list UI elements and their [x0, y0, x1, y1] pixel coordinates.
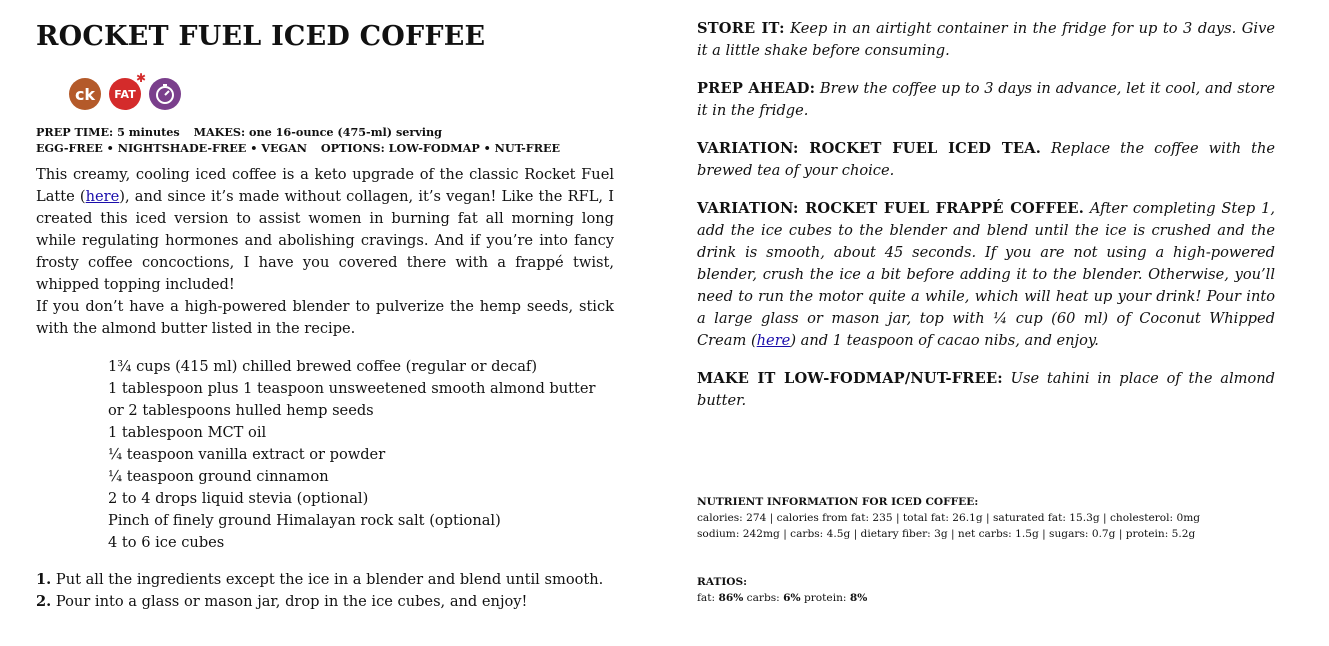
- step-item: [36, 569, 614, 591]
- recipe-column: [36, 18, 614, 613]
- ingredient-item: Pinch of finely ground Himalayan rock salt (optional): [108, 512, 501, 529]
- prep-time-label: PREP TIME:: [36, 125, 114, 139]
- ck-icon: ck: [69, 78, 101, 110]
- ratios-values: fat: 86% carbs: 6% protein: 8%: [697, 592, 868, 604]
- ratios-heading: RATIOS:: [697, 576, 748, 588]
- ingredient-item: 1 tablespoon plus 1 teaspoon unsweetened smooth almond butter: [108, 380, 596, 397]
- nutrient-line: calories: 274 | calories from fat: 235 | total fat: 26.1g | saturated fat: 15.3g | cholesterol: 0mg: [697, 512, 1201, 524]
- prep-ahead-label: PREP AHEAD:: [697, 80, 816, 97]
- ingredient-item: or 2 tablespoons hulled hemp seeds: [108, 402, 374, 419]
- iced-tea-variation-text: Replace the coffee with the brewed tea of your choice.: [697, 140, 1275, 179]
- frappe-variation-note: VARIATION: ROCKET FUEL FRAPPÉ COFFEE. After completing Step 1, add the ice cubes to the blender and blend until the ice is crushed and the drink is smooth, about 45 seconds. If you are not using a high-powered blender, crush the ice a bit before adding it to the blender. Otherwise, you’ll need to run the motor quite a while, which will heat up your drink! Pour into a large glass or mason jar, top with ¼ cup (60 ml) of Coconut Whipped Cream (here) and 1 teaspoon of cacao nibs, and enjoy.: [697, 200, 1275, 349]
- low-fodmap-label: MAKE IT LOW-FODMAP/NUT-FREE:: [697, 370, 1003, 387]
- nutrient-line: sodium: 242mg | carbs: 4.5g | dietary fiber: 3g | net carbs: 1.5g | sugars: 0.7g | protein: 5.2g: [697, 528, 1196, 540]
- frappe-variation-label: VARIATION: ROCKET FUEL FRAPPÉ COFFEE.: [697, 200, 1084, 217]
- ingredient-item: 1¾ cups (415 ml) chilled brewed coffee (regular or decaf): [108, 358, 538, 375]
- step-text: Pour into a glass or mason jar, drop in the ice cubes, and enjoy!: [51, 593, 528, 610]
- step-number: 1.: [36, 571, 52, 588]
- nutrient-information: [697, 494, 1257, 542]
- iced-tea-variation-note: [697, 138, 1275, 182]
- step-number: 2.: [36, 593, 52, 610]
- prep-ahead-note: [697, 78, 1275, 122]
- ingredient-item: 1 tablespoon MCT oil: [108, 424, 267, 441]
- notes-column: [697, 18, 1275, 428]
- store-text: Keep in an airtight container in the fridge for up to 3 days. Give it a little shake before consuming.: [697, 20, 1275, 59]
- nutrient-heading: NUTRIENT INFORMATION FOR ICED COFFEE:: [697, 496, 979, 508]
- carbs-ratio: 6%: [783, 592, 801, 604]
- ingredient-item: ¼ teaspoon ground cinnamon: [108, 468, 329, 485]
- instruction-steps: [36, 569, 614, 613]
- ingredient-item: 2 to 4 drops liquid stevia (optional): [108, 490, 369, 507]
- diet-tags: EGG-FREE • NIGHTSHADE-FREE • VEGAN: [36, 141, 307, 155]
- macro-ratios: [697, 574, 1257, 606]
- store-label: STORE IT:: [697, 20, 785, 37]
- rocket-fuel-latte-link[interactable]: here: [85, 188, 120, 205]
- options-label: OPTIONS:: [320, 141, 385, 155]
- intro-paragraph-2: If you don’t have a high-powered blender to pulverize the hemp seeds, stick with the almond butter listed in the recipe.: [36, 298, 614, 337]
- coconut-whipped-cream-link[interactable]: here: [756, 332, 791, 349]
- low-fodmap-note: [697, 368, 1275, 412]
- iced-tea-variation-label: VARIATION: ROCKET FUEL ICED TEA.: [697, 140, 1042, 157]
- prep-time-value: 5 minutes: [117, 125, 180, 139]
- recipe-meta: [36, 124, 614, 156]
- step-item: [36, 591, 614, 613]
- ingredient-list: [108, 356, 614, 554]
- fat-ratio: 86%: [718, 592, 744, 604]
- recipe-title: ROCKET FUEL ICED COFFEE: [36, 21, 486, 52]
- low-fodmap-text: Use tahini in place of the almond butter.: [697, 370, 1275, 409]
- store-note: [697, 18, 1275, 62]
- protein-ratio: 8%: [849, 592, 868, 604]
- intro-paragraph-1: This creamy, cooling iced coffee is a keto upgrade of the classic Rocket Fuel Latte (here), and since it’s made without collagen, it’s vegan! Like the RFL, I created this iced version to assist women in burning fat all morning long while regulating hormones and abolishing cravings. And if you’re into fancy frosty coffee concoctions, I have you covered there with a frappé twist, whipped topping included!: [36, 166, 615, 293]
- makes-label: MAKES:: [193, 125, 246, 139]
- recipe-intro: [36, 164, 614, 340]
- prep-ahead-text: Brew the coffee up to 3 days in advance, let it cool, and store it in the fridge.: [697, 80, 1275, 119]
- timer-icon: [149, 78, 181, 110]
- ingredient-item: 4 to 6 ice cubes: [108, 534, 225, 551]
- diet-icons: [69, 71, 614, 112]
- options-value: LOW-FODMAP • NUT-FREE: [388, 141, 561, 155]
- ingredient-item: ¼ teaspoon vanilla extract or powder: [108, 446, 386, 463]
- fat-bomb-icon: FAT ✱: [109, 78, 141, 110]
- step-text: Put all the ingredients except the ice in a blender and blend until smooth.: [51, 571, 604, 588]
- makes-value: one 16-ounce (475-ml) serving: [249, 125, 442, 139]
